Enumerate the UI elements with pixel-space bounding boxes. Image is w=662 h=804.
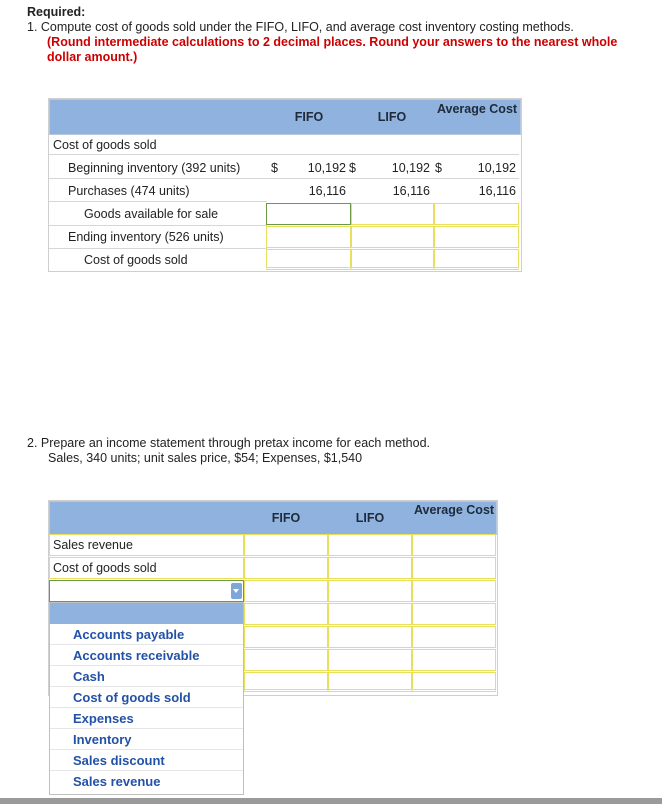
dropdown-option-sales-revenue[interactable]: Sales revenue — [50, 771, 243, 792]
currency-symbol: $ — [349, 161, 356, 175]
account-select[interactable] — [49, 580, 244, 602]
fifo-goods-available-input[interactable] — [266, 203, 351, 225]
required-heading: Required: — [27, 5, 86, 19]
avg-row6-input[interactable] — [412, 649, 496, 671]
fifo-purchases: 16,116 — [308, 184, 346, 198]
lifo-ending-inventory-input[interactable] — [351, 226, 434, 248]
header-lifo-2: LIFO — [355, 511, 385, 525]
bottom-scrollbar-edge — [0, 798, 662, 804]
row-label-purchases: Purchases (474 units) — [68, 184, 190, 198]
dropdown-option-cost-of-goods-sold[interactable]: Cost of goods sold — [50, 687, 243, 708]
fifo-row5-input[interactable] — [244, 626, 328, 648]
lifo-row7-input[interactable] — [328, 672, 412, 692]
avg-sales-revenue-input[interactable] — [412, 534, 496, 556]
avg-purchases: 16,116 — [478, 184, 516, 198]
question-2 — [27, 436, 647, 466]
fifo-row3-input[interactable] — [244, 580, 328, 602]
fifo-beginning-inventory: 10,192 — [307, 161, 346, 175]
row-label-cost-of-goods-sold: Cost of goods sold — [84, 253, 188, 267]
header-lifo: LIFO — [377, 110, 407, 124]
avg-cogs-2-input[interactable] — [412, 557, 496, 579]
avg-beginning-inventory: 10,192 — [477, 161, 516, 175]
avg-row4-input[interactable] — [412, 603, 496, 625]
lifo-row6-input[interactable] — [328, 649, 412, 671]
dropdown-option-accounts-payable[interactable]: Accounts payable — [50, 624, 243, 645]
dropdown-arrow-button[interactable] — [231, 583, 242, 599]
rounding-note: (Round intermediate calculations to 2 decimal places. Round your answers to the nearest whole dollar amount.) — [47, 35, 618, 64]
avg-row3-input[interactable] — [412, 580, 496, 602]
question-1 — [27, 20, 652, 65]
dropdown-option-sales-discount[interactable]: Sales discount — [50, 750, 243, 771]
lifo-sales-revenue-input[interactable] — [328, 534, 412, 556]
lifo-beginning-inventory: 10,192 — [391, 161, 430, 175]
lifo-row3-input[interactable] — [328, 580, 412, 602]
lifo-goods-available-input[interactable] — [351, 203, 434, 225]
dropdown-option-blank[interactable] — [50, 603, 243, 625]
row-label-ending-inventory: Ending inventory (526 units) — [68, 230, 224, 244]
question-2-text: 2. Prepare an income statement through pretax income for each method. — [27, 436, 431, 450]
chevron-down-icon — [233, 589, 239, 593]
question-1-text: 1. Compute cost of goods sold under the FIFO, LIFO, and average cost inventory costing methods. — [27, 20, 574, 34]
avg-ending-inventory-input[interactable] — [434, 226, 519, 248]
lifo-cogs-input[interactable] — [351, 249, 434, 270]
lifo-row5-input[interactable] — [328, 626, 412, 648]
row-label-sales-revenue: Sales revenue — [53, 538, 133, 552]
avg-cogs-input[interactable] — [434, 249, 519, 270]
header-fifo: FIFO — [294, 110, 324, 124]
question-2-details: Sales, 340 units; unit sales price, $54; Expenses, $1,540 — [48, 451, 363, 465]
dropdown-option-cash[interactable]: Cash — [50, 666, 243, 687]
section-label-cogs: Cost of goods sold — [53, 138, 157, 152]
fifo-cogs-2-input[interactable] — [244, 557, 328, 579]
fifo-row4-input[interactable] — [244, 603, 328, 625]
fifo-cogs-input[interactable] — [266, 249, 351, 270]
row-label-cogs-2: Cost of goods sold — [53, 561, 157, 575]
fifo-row7-input[interactable] — [244, 672, 328, 692]
currency-symbol: $ — [271, 161, 278, 175]
lifo-row4-input[interactable] — [328, 603, 412, 625]
currency-symbol: $ — [435, 161, 442, 175]
row-label-goods-available: Goods available for sale — [84, 207, 219, 221]
fifo-row6-input[interactable] — [244, 649, 328, 671]
lifo-cogs-2-input[interactable] — [328, 557, 412, 579]
dropdown-option-accounts-receivable[interactable]: Accounts receivable — [50, 645, 243, 666]
avg-row7-input[interactable] — [412, 672, 496, 692]
avg-row5-input[interactable] — [412, 626, 496, 648]
header-average-cost: Average Cost — [436, 102, 518, 116]
fifo-ending-inventory-input[interactable] — [266, 226, 351, 248]
header-fifo-2: FIFO — [271, 511, 301, 525]
dropdown-option-expenses[interactable]: Expenses — [50, 708, 243, 729]
dropdown-option-inventory[interactable]: Inventory — [50, 729, 243, 750]
row-label-beginning-inventory: Beginning inventory (392 units) — [68, 161, 241, 175]
lifo-purchases: 16,116 — [392, 184, 430, 198]
avg-goods-available-input[interactable] — [434, 203, 519, 225]
header-average-cost-2: Average Cost — [413, 503, 495, 517]
fifo-sales-revenue-input[interactable] — [244, 534, 328, 556]
